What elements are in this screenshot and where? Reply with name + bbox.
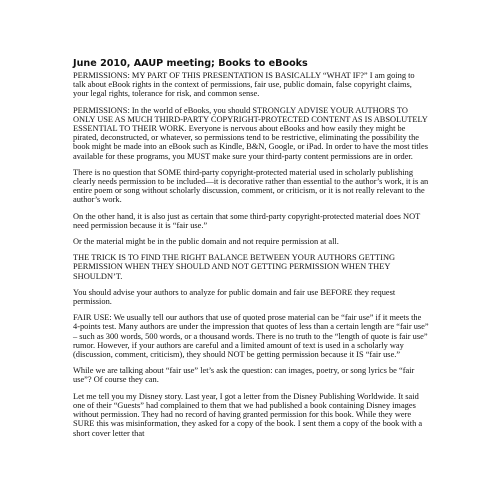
paragraph-disney-story: Let me tell you my Disney story. Last year, I got a letter from the Disney Publishing Worldwide. It said one of their “Guests” had complained to them that we had published a book containing Disney images without permission. They had no record of having granted permission for this book. While they were SURE this was misinformation, they asked for a copy of the book. I sent them a copy of the book with a short cover letter that xyxy=(73,391,423,438)
paragraph-intro: PERMISSIONS: MY PART OF THIS PRESENTATION IS BASICALLY “WHAT IF?” I am going to talk about eBook rights in the context of permissions, fair use, public domain, false copyright claims, your legal rights, tolerance for risk, and common sense. xyxy=(73,71,415,99)
paragraph-fair-use-material: On the other hand, it is also just as certain that some third-party copyright-protected material does NOT need permission because it is “fair use.” xyxy=(73,211,421,230)
document-body xyxy=(73,58,429,445)
paragraph-advise-authors: You should advise your authors to analyze for public domain and fair use BEFORE they request permission. xyxy=(73,287,396,307)
paragraph-permissions: PERMISSIONS: In the world of eBooks, you should STRONGLY ADVISE YOUR AUTHORS TO ONLY USE AS MUCH THIRD-PARTY COPYRIGHT-PROTECTED CONTENT AS IS ABSOLUTELY ESSENTIAL TO THEIR WORK. Everyone is nervous about eBooks and how easily they might be pirated, deconstructed, or whatever, so permissions tend to be restrictive, eliminating the possibility the book might be made into an eBook such as Kindle, B&N, Google, or iPad. In order to have the most titles available for these programs, you MUST make sure your third-party content permissions are in order. xyxy=(73,105,428,161)
paragraph-the-trick: THE TRICK IS TO FIND THE RIGHT BALANCE BETWEEN YOUR AUTHORS GETTING PERMISSION WHEN THEY SHOULD AND NOT GETTING PERMISSION WHEN THEY SHOULDN’T. xyxy=(73,253,396,281)
paragraph-needs-permission: There is no question that SOME third-party copyright-protected material used in scholarly publishing clearly needs permission to be included—it is decorative rather than essential to the author’s work, it is an entire poem or song without scholarly discussion, comment, or criticism, or it is not really relevant to the author’s work. xyxy=(73,167,429,205)
paragraph-images-poetry: While we are talking about “fair use” let’s ask the question: can images, poetry, or song lyrics be “fair use”? Of course they can. xyxy=(73,366,415,385)
paragraph-fair-use: FAIR USE: We usually tell our authors that use of quoted prose material can be “fair use” if it meets the 4-points test. Many authors are under the impression that quotes of less than a certain length are “fair use” – such as 300 words, 500 words, or a thousand words. There is no truth to the “length of quote is fair use” rumor. However, if your authors are careful and a limited amount of text is used in a scholarly way (discussion, comment, criticism), they should NOT be getting permission because it IS “fair use.” xyxy=(73,313,429,360)
document-title: June 2010, AAUP meeting; Books to eBooks xyxy=(73,58,308,69)
paragraph-public-domain: Or the material might be in the public domain and not require permission at all. xyxy=(73,237,339,247)
